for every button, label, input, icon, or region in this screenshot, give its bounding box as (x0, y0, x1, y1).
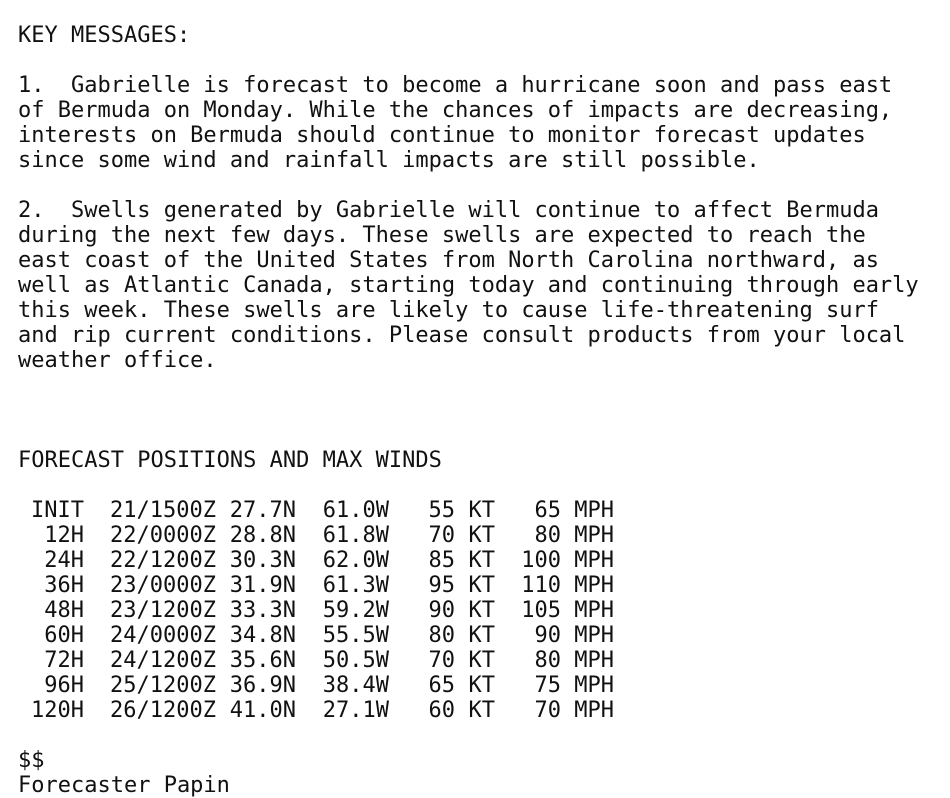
forecast-row (18, 598, 938, 623)
forecast-kt-unit: KT (468, 698, 495, 723)
forecast-kt: 70 (428, 523, 455, 548)
forecast-kt: 80 (428, 623, 455, 648)
forecast-row (18, 698, 938, 723)
forecast-mph: 65 (534, 498, 561, 523)
forecast-mph-unit: MPH (574, 673, 614, 698)
forecast-time: 22/1200Z (110, 548, 216, 573)
advisory-document (18, 23, 938, 798)
forecast-kt-unit: KT (468, 598, 495, 623)
forecast-time: 24/0000Z (110, 623, 216, 648)
spacer (18, 723, 938, 748)
forecast-lat: 30.3N (229, 548, 296, 573)
forecast-mph: 80 (534, 648, 561, 673)
forecast-time: 22/0000Z (110, 523, 216, 548)
forecast-kt-unit: KT (468, 548, 495, 573)
forecast-tau: 72H (44, 648, 84, 673)
key-message-1-line: since some wind and rainfall impacts are still possible. (18, 148, 760, 173)
forecast-mph-unit: MPH (574, 598, 614, 623)
spacer (18, 48, 938, 73)
forecast-lon: 38.4W (322, 673, 389, 698)
forecast-tau: 60H (44, 623, 84, 648)
key-message-2-line: this week. These swells are likely to cause life-threatening surf (18, 298, 879, 323)
forecast-kt: 70 (428, 648, 455, 673)
forecast-kt: 55 (428, 498, 455, 523)
forecast-row (18, 623, 938, 648)
forecast-mph-unit: MPH (574, 498, 614, 523)
forecast-lon: 27.1W (322, 698, 389, 723)
forecast-time: 23/1200Z (110, 598, 216, 623)
forecast-lat: 36.9N (229, 673, 296, 698)
forecast-kt: 95 (428, 573, 455, 598)
key-message-1 (18, 73, 938, 173)
key-message-1-line: 1. Gabrielle is forecast to become a hurricane soon and pass east (18, 73, 893, 98)
product-terminator: $$ (18, 748, 45, 773)
key-message-1-line: interests on Bermuda should continue to monitor forecast updates (18, 123, 866, 148)
forecast-row (18, 523, 938, 548)
forecast-lat: 41.0N (229, 698, 296, 723)
key-messages-heading: KEY MESSAGES: (18, 23, 191, 48)
forecast-kt-unit: KT (468, 573, 495, 598)
spacer (18, 373, 938, 398)
forecast-lon: 61.8W (322, 523, 389, 548)
forecast-mph: 105 (521, 598, 561, 623)
forecast-tau: 36H (44, 573, 84, 598)
forecast-lat: 27.7N (229, 498, 296, 523)
forecast-mph-unit: MPH (574, 648, 614, 673)
forecast-kt-unit: KT (468, 673, 495, 698)
forecast-lat: 35.6N (229, 648, 296, 673)
forecast-row (18, 648, 938, 673)
forecast-kt-unit: KT (468, 623, 495, 648)
key-message-2-line: during the next few days. These swells are expected to reach the (18, 223, 866, 248)
forecast-lon: 62.0W (322, 548, 389, 573)
forecast-mph-unit: MPH (574, 573, 614, 598)
forecast-kt: 60 (428, 698, 455, 723)
forecast-tau: 12H (44, 523, 84, 548)
forecast-mph: 110 (521, 573, 561, 598)
forecast-time: 24/1200Z (110, 648, 216, 673)
forecast-kt: 90 (428, 598, 455, 623)
forecast-mph: 75 (534, 673, 561, 698)
forecast-tau: 120H (31, 698, 84, 723)
forecast-mph-unit: MPH (574, 698, 614, 723)
forecast-mph: 100 (521, 548, 561, 573)
key-message-2-line: 2. Swells generated by Gabrielle will continue to affect Bermuda (18, 198, 879, 223)
key-message-1-line: of Bermuda on Monday. While the chances of impacts are decreasing, (18, 98, 893, 123)
forecast-mph: 90 (534, 623, 561, 648)
forecast-kt: 65 (428, 673, 455, 698)
forecast-lat: 31.9N (229, 573, 296, 598)
forecast-mph: 80 (534, 523, 561, 548)
key-message-2-line: east coast of the United States from North Carolina northward, as (18, 248, 879, 273)
forecast-kt-unit: KT (468, 648, 495, 673)
forecast-table (18, 498, 938, 723)
key-message-2 (18, 198, 938, 373)
forecast-lon: 61.0W (322, 498, 389, 523)
forecast-lon: 50.5W (322, 648, 389, 673)
forecast-tau: 48H (44, 598, 84, 623)
forecast-row (18, 673, 938, 698)
forecast-mph-unit: MPH (574, 523, 614, 548)
forecast-lat: 33.3N (229, 598, 296, 623)
forecast-tau: 24H (44, 548, 84, 573)
forecast-row (18, 548, 938, 573)
key-message-2-line: and rip current conditions. Please consult products from your local (18, 323, 906, 348)
forecast-time: 21/1500Z (110, 498, 216, 523)
forecaster-signature: Forecaster Papin (18, 773, 230, 798)
key-message-2-line: weather office. (18, 348, 217, 373)
forecast-lon: 61.3W (322, 573, 389, 598)
forecast-row (18, 573, 938, 598)
forecast-time: 23/0000Z (110, 573, 216, 598)
forecast-tau: INIT (31, 498, 84, 523)
forecast-lon: 59.2W (322, 598, 389, 623)
spacer (18, 473, 938, 498)
forecast-row (18, 498, 938, 523)
forecast-time: 26/1200Z (110, 698, 216, 723)
forecast-lon: 55.5W (322, 623, 389, 648)
forecast-kt-unit: KT (468, 523, 495, 548)
forecast-kt-unit: KT (468, 498, 495, 523)
forecast-time: 25/1200Z (110, 673, 216, 698)
forecast-mph-unit: MPH (574, 623, 614, 648)
forecast-mph-unit: MPH (574, 548, 614, 573)
forecast-lat: 28.8N (229, 523, 296, 548)
forecast-kt: 85 (428, 548, 455, 573)
forecast-lat: 34.8N (229, 623, 296, 648)
key-message-2-line: well as Atlantic Canada, starting today and continuing through early (18, 273, 919, 298)
forecast-heading: FORECAST POSITIONS AND MAX WINDS (18, 448, 442, 473)
forecast-tau: 96H (44, 673, 84, 698)
spacer (18, 173, 938, 198)
spacer (18, 398, 938, 448)
forecast-mph: 70 (534, 698, 561, 723)
